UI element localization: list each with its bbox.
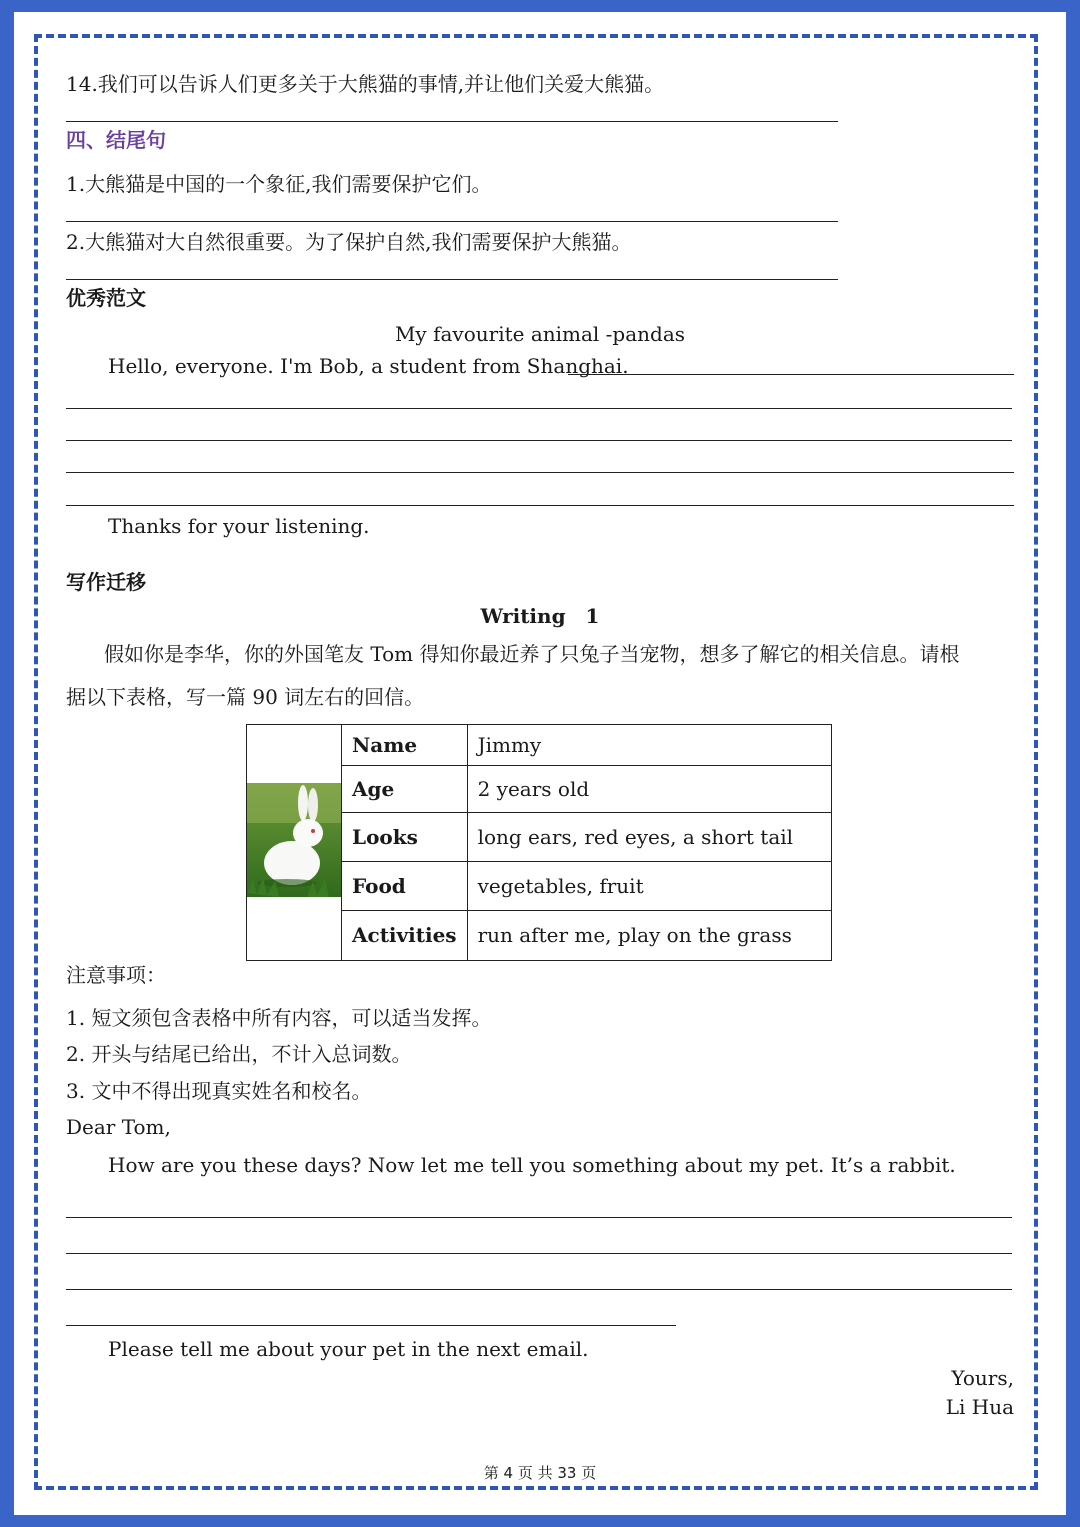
answer-line [66,221,838,222]
table-value: vegetables, fruit [467,861,831,910]
rabbit-photo [247,783,341,897]
ending-sentence-2: 2.大熊猫对大自然很重要。为了保护自然,我们需要保护大熊猫。 [66,230,632,254]
answer-line [66,1253,1012,1254]
table-value: run after me, play on the grass [467,910,831,960]
table-value: Jimmy [467,725,831,766]
essay-start: Hello, everyone. I'm Bob, a student from Shanghai. [108,354,629,378]
answer-line [66,505,1014,506]
answer-line [66,408,1012,409]
section-heading-transfer: 写作迁移 [66,570,146,594]
rabbit-photo-cell [247,725,342,961]
table-value: long ears, red eyes, a short tail [467,813,831,861]
sign-yours: Yours, [951,1366,1014,1390]
essay-title: My favourite animal -pandas [394,322,686,346]
table-key: Age [342,766,468,813]
note-item: 1. 短文须包含表格中所有内容，可以适当发挥。 [66,1006,492,1030]
essay-end: Thanks for your listening. [108,514,370,538]
note-item: 2. 开头与结尾已给出，不计入总词数。 [66,1042,412,1066]
table-key: Food [342,861,468,910]
table-value: 2 years old [467,766,831,813]
sentence-14: 14.我们可以告诉人们更多关于大熊猫的事情,并让他们关爱大熊猫。 [66,72,665,96]
note-item: 3. 文中不得出现真实姓名和校名。 [66,1079,372,1103]
letter-closing: Please tell me about your pet in the next email. [108,1337,589,1361]
section-heading-model: 优秀范文 [66,286,146,310]
answer-line [66,121,838,122]
letter-greeting: Dear Tom, [66,1115,171,1139]
answer-line [66,279,838,280]
writing-title: Writing 1 [480,604,600,628]
answer-line [66,1217,1012,1218]
pet-info-table [246,724,832,961]
prompt-line-1: 假如你是李华，你的外国笔友 Tom 得知你最近养了只兔子当宠物，想多了解它的相关信息。请根 [104,642,960,666]
prompt-line-2: 据以下表格，写一篇 90 词左右的回信。 [66,685,425,709]
answer-line [66,1325,676,1326]
ending-sentence-1: 1.大熊猫是中国的一个象征,我们需要保护它们。 [66,172,492,196]
answer-line [66,1289,1012,1290]
sign-name: Li Hua [945,1395,1014,1419]
answer-line [66,472,1014,473]
table-key: Name [342,725,468,766]
notes-title: 注意事项： [66,963,166,987]
section-heading-ending: 四、结尾句 [66,128,166,152]
letter-opening: How are you these days? Now let me tell you something about my pet. It’s a rabbit. [108,1153,956,1177]
table-key: Activities [342,910,468,960]
answer-line [66,440,1012,441]
page-number: 第 4 页 共 33 页 [483,1464,597,1482]
answer-line [568,374,1014,375]
table-key: Looks [342,813,468,861]
